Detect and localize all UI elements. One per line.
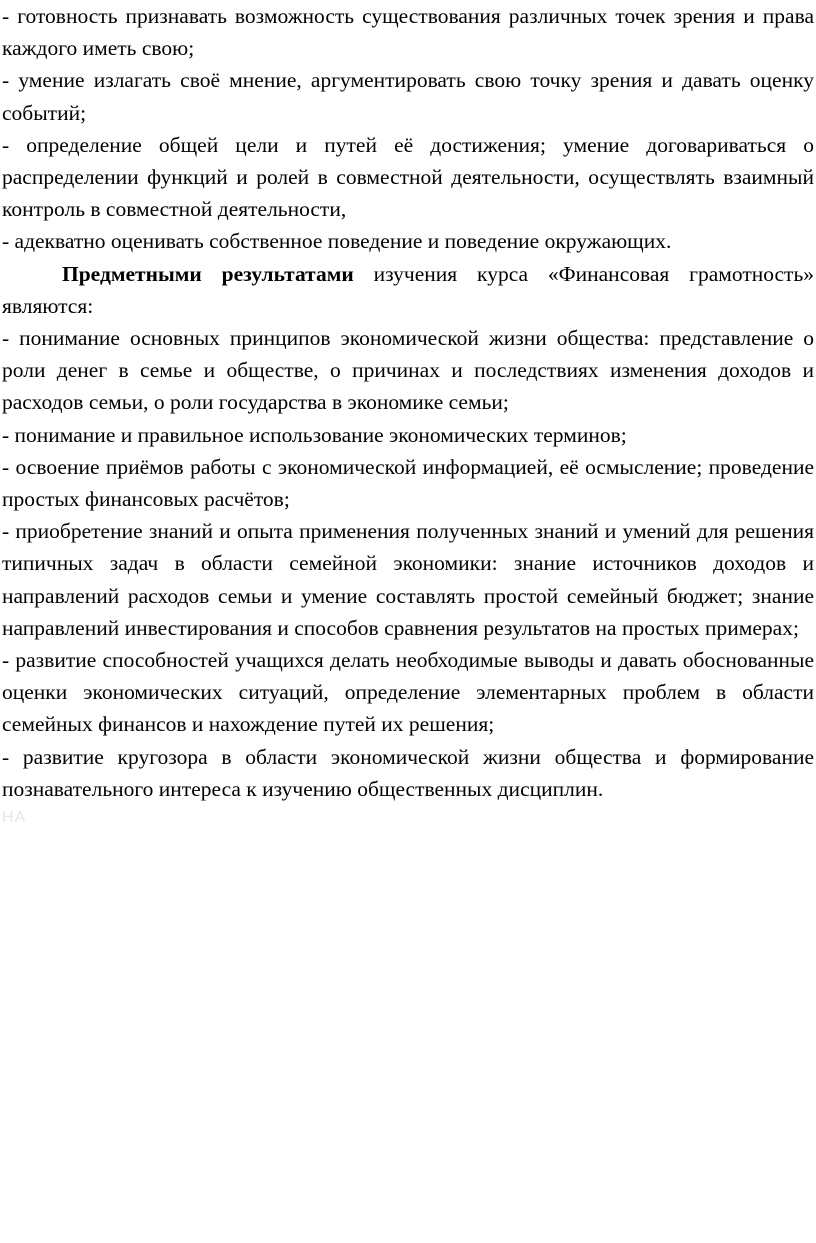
list-item: - развитие способностей учащихся делать необходимые выводы и давать обоснованные оценки экономических ситуаций, определение элементарных проблем в области семейных финансов и нахождение путей их решения; [2,648,814,737]
list-item: - адекватно оценивать собственное поведение и поведение окружающих. [2,229,672,254]
list-item: - освоение приёмов работы с экономической информацией, её осмысление; проведение простых финансовых расчётов; [2,454,814,512]
list-item: - понимание основных принципов экономической жизни общества: представление о роли денег в семье и обществе, о причинах и последствиях изменения доходов и расходов семьи, о роли государства в экономике семьи; [2,326,814,415]
list-item: - умение излагать своё мнение, аргументировать свою точку зрения и давать оценку событий; [2,68,814,125]
subject-results-heading: Предметными результатами [62,261,354,286]
subject-results-intro: изучения курса «Финансовая грамотность» являются: [2,261,815,318]
list-item: - определение общей цели и путей её достижения; умение договариваться о распределении функций и ролей в совместной деятельности, осуществлять взаимный контроль в совместной деятельности, [2,132,814,222]
list-item: - развитие кругозора в области экономической жизни общества и формирование познавательного интереса к изучению общественных дисциплин. [2,744,814,801]
subject-results-paragraph [2,258,814,322]
list-item: - приобретение знаний и опыта применения полученных знаний и умений для решения типичных задач в области семейной экономики: знание источников доходов и направлений расходов семьи и умение составлять простой семейный бюджет; знание направлений инвестирования и способов сравнения результатов на простых примерах; [2,519,814,640]
watermark: НА [2,809,27,827]
list-item: - готовность признавать возможность существования различных точек зрения и права каждого иметь свою; [2,4,814,61]
list-item: - понимание и правильное использование экономических терминов; [2,422,627,447]
